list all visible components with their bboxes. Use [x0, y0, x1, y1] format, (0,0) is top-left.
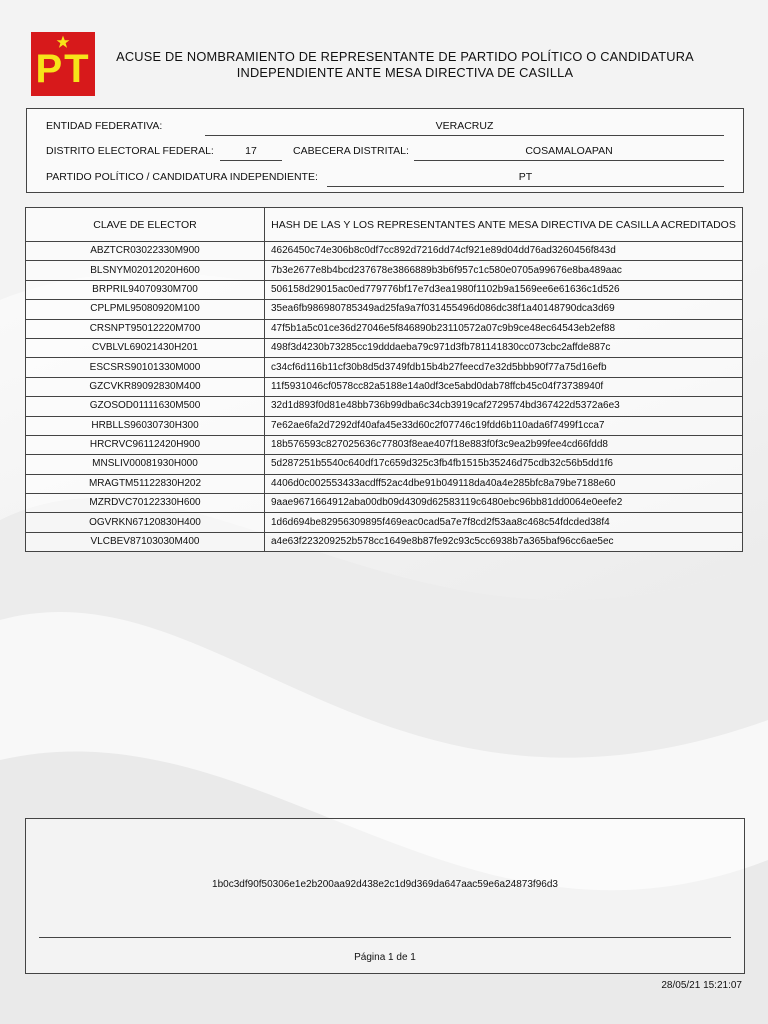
table-row: [26, 416, 743, 435]
cabecera-value: COSAMALOAPAN: [414, 145, 724, 161]
document-title: [110, 49, 700, 81]
table-row: [26, 397, 743, 416]
column-header-hash: HASH DE LAS Y LOS REPRESENTANTES ANTE MESA DIRECTIVA DE CASILLA ACREDITADOS: [265, 208, 743, 242]
hash-cell: 7b3e2677e8b4bcd237678e3866889b3b6f957c1c580e0705a99676e8ba489aac: [265, 261, 743, 280]
hash-cell: 32d1d893f0d81e48bb736b99dba6c34cb3919caf2729574bd367422d5372a6e3: [265, 397, 743, 416]
entidad-row: [27, 116, 743, 136]
table-header-row: [26, 208, 743, 242]
partido-value: PT: [327, 171, 724, 187]
footer-box: [25, 818, 745, 974]
hash-cell: 4626450c74e306b8c0df7cc892d7216dd74cf921e89d04dd76ad3260456f843d: [265, 242, 743, 261]
clave-cell: CPLPML95080920M100: [26, 300, 265, 319]
cabecera-label: CABECERA DISTRITAL:: [293, 145, 409, 157]
timestamp: 28/05/21 15:21:07: [661, 980, 742, 991]
clave-cell: GZOSOD01111630M500: [26, 397, 265, 416]
table-row: [26, 455, 743, 474]
table-row: [26, 474, 743, 493]
hash-cell: a4e63f223209252b578cc1649e8b87fe92c93c5cc6938b7a365baf96cc6ae5ec: [265, 532, 743, 551]
entidad-value: VERACRUZ: [205, 120, 724, 136]
column-header-clave: CLAVE DE ELECTOR: [26, 208, 265, 242]
hash-cell: 7e62ae6fa2d7292df40afa45e33d60c2f07746c19fdd6b110ada6f7499f1cca7: [265, 416, 743, 435]
hash-cell: 506158d29015ac0ed779776bf17e7d3ea1980f1102b9a1569ee6e61636c1d526: [265, 280, 743, 299]
hash-cell: 1d6d694be82956309895f469eac0cad5a7e7f8cd2f53aa8c468c54fdcded38f4: [265, 513, 743, 532]
document-hash: 1b0c3df90f50306e1e2b200aa92d438e2c1d9d369da647aac59e6a24873f96d3: [212, 879, 558, 890]
hash-cell: 35ea6fb986980785349ad25fa9a7f031455496d086dc38f1a40148790dca3d69: [265, 300, 743, 319]
hash-cell: c34cf6d116b11cf30b8d5d3749fdb15b4b27feecd7e32d5bbb90f77a75d16efb: [265, 358, 743, 377]
hash-cell: 5d287251b5540c640df17c659d325c3fb4fb1515b35246d75cdb32c56b5dd1f6: [265, 455, 743, 474]
table-row: [26, 261, 743, 280]
clave-cell: MRAGTM51122830H202: [26, 474, 265, 493]
info-box: [26, 108, 744, 193]
hash-cell: 9aae9671664912aba00db09d4309d62583119c6480ebc96bb81dd0064e0eefe2: [265, 494, 743, 513]
table-row: [26, 280, 743, 299]
table-row: [26, 532, 743, 551]
title-line-1: ACUSE DE NOMBRAMIENTO DE REPRESENTANTE DE PARTIDO POLÍTICO O CANDIDATURA: [116, 49, 694, 64]
table-row: [26, 242, 743, 261]
distrito-label: DISTRITO ELECTORAL FEDERAL:: [46, 145, 214, 157]
clave-cell: GZCVKR89092830M400: [26, 377, 265, 396]
hash-cell: 18b576593c827025636c77803f8eae407f18e883f0f3c9ea2b99fee4cd66fdd8: [265, 435, 743, 454]
table-row: [26, 338, 743, 357]
clave-cell: VLCBEV87103030M400: [26, 532, 265, 551]
pt-logo: [31, 32, 95, 96]
hash-cell: 498f3d4230b73285cc19dddaeba79c971d3fb781141830cc073cbc2affde887c: [265, 338, 743, 357]
footer-divider: [39, 937, 731, 938]
clave-cell: BRPRIL94070930M700: [26, 280, 265, 299]
page-number: Página 1 de 1: [354, 952, 416, 963]
clave-cell: BLSNYM02012020H600: [26, 261, 265, 280]
table-row: [26, 377, 743, 396]
table-row: [26, 319, 743, 338]
clave-cell: CVBLVL69021430H201: [26, 338, 265, 357]
hash-cell: 11f5931046cf0578cc82a5188e14a0df3ce5abd0dab78ffcb45c04f73738940f: [265, 377, 743, 396]
clave-cell: ESCSRS90101330M000: [26, 358, 265, 377]
hash-cell: 4406d0c002553433acdff52ac4dbe91b049118da40a4e285bfc8a79be7188e60: [265, 474, 743, 493]
clave-cell: HRCRVC96112420H900: [26, 435, 265, 454]
logo-text: PT: [35, 47, 91, 91]
table-row: [26, 435, 743, 454]
clave-cell: OGVRKN67120830H400: [26, 513, 265, 532]
clave-cell: CRSNPT95012220M700: [26, 319, 265, 338]
clave-cell: HRBLLS96030730H300: [26, 416, 265, 435]
title-line-2: INDEPENDIENTE ANTE MESA DIRECTIVA DE CASILLA: [236, 65, 574, 80]
hash-cell: 47f5b1a5c01ce36d27046e5f846890b23110572a07c9b9ce48ec64543eb2ef88: [265, 319, 743, 338]
distrito-value: 17: [220, 145, 282, 161]
table-row: [26, 494, 743, 513]
entidad-label: ENTIDAD FEDERATIVA:: [46, 120, 163, 132]
clave-cell: MZRDVC70122330H600: [26, 494, 265, 513]
representatives-table: [25, 207, 743, 552]
partido-label: PARTIDO POLÍTICO / CANDIDATURA INDEPENDIENTE:: [46, 171, 318, 183]
clave-cell: ABZTCR03022330M900: [26, 242, 265, 261]
clave-cell: MNSLIV00081930H000: [26, 455, 265, 474]
distrito-row: [27, 141, 743, 161]
table-row: [26, 513, 743, 532]
partido-row: [27, 167, 743, 187]
table-row: [26, 300, 743, 319]
table-row: [26, 358, 743, 377]
